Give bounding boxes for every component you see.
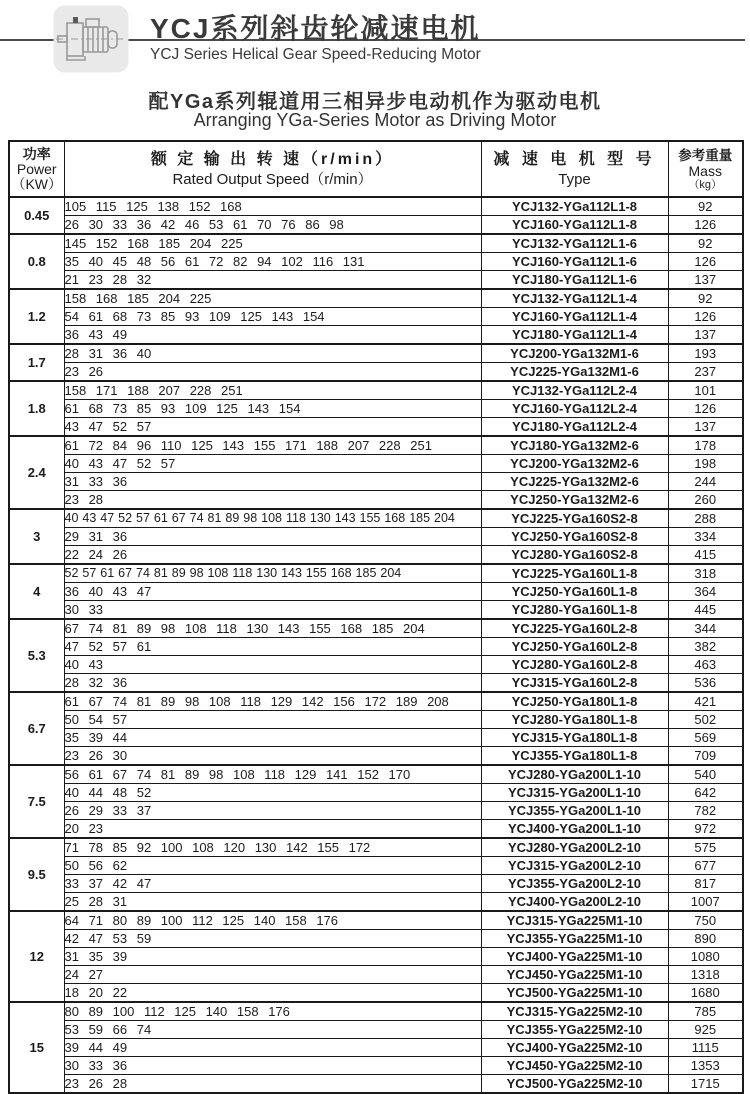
motor-type: YCJ355-YGa200L2-10 bbox=[481, 875, 668, 893]
motor-type: YCJ315-YGa200L1-10 bbox=[481, 784, 668, 802]
col-header-power-zh: 功率 bbox=[22, 146, 51, 162]
speed-values: 31 33 36 bbox=[64, 473, 481, 491]
mass-value: 890 bbox=[668, 930, 743, 948]
speed-values: 40 43 bbox=[64, 656, 481, 674]
table-row bbox=[9, 619, 743, 638]
speed-values: 23 26 bbox=[64, 363, 481, 382]
table-row bbox=[9, 326, 743, 345]
table-row bbox=[9, 948, 743, 966]
col-header-mass-unit: （kg） bbox=[688, 178, 723, 191]
motor-type: YCJ250-YGa180L1-8 bbox=[481, 692, 668, 711]
table-row bbox=[9, 911, 743, 930]
motor-type: YCJ200-YGa132M2-6 bbox=[481, 455, 668, 473]
speed-values: 50 56 62 bbox=[64, 857, 481, 875]
speed-values: 61 72 84 96 110 125 143 155 171 188 207 228 251 bbox=[64, 436, 481, 455]
motor-type: YCJ132-YGa112L1-6 bbox=[481, 234, 668, 253]
motor-type: YCJ315-YGa200L2-10 bbox=[481, 857, 668, 875]
table-row bbox=[9, 344, 743, 363]
power-value: 4 bbox=[9, 564, 64, 619]
speed-values: 158 168 185 204 225 bbox=[64, 289, 481, 308]
power-value: 5.3 bbox=[9, 619, 64, 692]
motor-type: YCJ280-YGa160L1-8 bbox=[481, 601, 668, 620]
speed-values: 40 43 47 52 57 61 67 74 81 89 98 108 118 130 143 155 168 185 204 bbox=[64, 509, 481, 528]
speed-values: 35 40 45 48 56 61 72 82 94 102 116 131 bbox=[64, 253, 481, 271]
mass-value: 137 bbox=[668, 326, 743, 345]
power-value: 3 bbox=[9, 509, 64, 564]
motor-type: YCJ225-YGa160L1-8 bbox=[481, 564, 668, 583]
mass-value: 137 bbox=[668, 271, 743, 290]
mass-value: 782 bbox=[668, 802, 743, 820]
spec-table-body bbox=[9, 197, 743, 1093]
col-header-power-en: Power bbox=[16, 161, 57, 177]
table-row bbox=[9, 656, 743, 674]
motor-type: YCJ315-YGa225M1-10 bbox=[481, 911, 668, 930]
motor-type: YCJ160-YGa112L1-8 bbox=[481, 216, 668, 235]
speed-values: 67 74 81 89 98 108 118 130 143 155 168 185 204 bbox=[64, 619, 481, 638]
mass-value: 575 bbox=[668, 838, 743, 857]
motor-type: YCJ355-YGa180L1-8 bbox=[481, 747, 668, 766]
power-value: 0.8 bbox=[9, 234, 64, 289]
table-row bbox=[9, 1021, 743, 1039]
speed-values: 64 71 80 89 100 112 125 140 158 176 bbox=[64, 911, 481, 930]
power-value: 15 bbox=[9, 1002, 64, 1093]
table-row bbox=[9, 984, 743, 1003]
mass-value: 364 bbox=[668, 583, 743, 601]
speed-values: 39 44 49 bbox=[64, 1039, 481, 1057]
speed-values: 25 28 31 bbox=[64, 893, 481, 912]
motor-type: YCJ250-YGa160L2-8 bbox=[481, 638, 668, 656]
motor-type: YCJ250-YGa132M2-6 bbox=[481, 491, 668, 510]
table-row bbox=[9, 893, 743, 912]
mass-value: 1715 bbox=[668, 1075, 743, 1094]
power-value: 9.5 bbox=[9, 838, 64, 911]
speed-values: 26 30 33 36 42 46 53 61 70 76 86 98 bbox=[64, 216, 481, 235]
mass-value: 244 bbox=[668, 473, 743, 491]
table-row bbox=[9, 1075, 743, 1094]
mass-value: 540 bbox=[668, 765, 743, 784]
mass-value: 198 bbox=[668, 455, 743, 473]
col-header-mass bbox=[668, 141, 743, 197]
motor-type: YCJ400-YGa200L2-10 bbox=[481, 893, 668, 912]
speed-values: 18 20 22 bbox=[64, 984, 481, 1003]
speed-values: 30 33 36 bbox=[64, 1057, 481, 1075]
mass-value: 785 bbox=[668, 1002, 743, 1021]
speed-values: 158 171 188 207 228 251 bbox=[64, 381, 481, 400]
page-title: YCJ系列斜齿轮减速电机 bbox=[150, 13, 481, 44]
section-heading-en: Arranging YGa-Series Motor as Driving Motor bbox=[193, 110, 557, 130]
table-row bbox=[9, 765, 743, 784]
mass-value: 260 bbox=[668, 491, 743, 510]
table-row bbox=[9, 509, 743, 528]
mass-value: 237 bbox=[668, 363, 743, 382]
motor-type: YCJ225-YGa132M2-6 bbox=[481, 473, 668, 491]
motor-type: YCJ160-YGa112L1-6 bbox=[481, 253, 668, 271]
power-value: 12 bbox=[9, 911, 64, 1002]
col-header-speed-en: Rated Output Speed（r/min） bbox=[172, 171, 373, 188]
table-row bbox=[9, 308, 743, 326]
table-row bbox=[9, 400, 743, 418]
col-header-mass-zh: 参考重量 bbox=[678, 147, 733, 163]
mass-value: 502 bbox=[668, 711, 743, 729]
mass-value: 642 bbox=[668, 784, 743, 802]
motor-type: YCJ180-YGa112L1-6 bbox=[481, 271, 668, 290]
mass-value: 925 bbox=[668, 1021, 743, 1039]
motor-type: YCJ160-YGa112L1-4 bbox=[481, 308, 668, 326]
motor-type: YCJ315-YGa225M2-10 bbox=[481, 1002, 668, 1021]
speed-values: 43 47 52 57 bbox=[64, 418, 481, 437]
speed-values: 42 47 53 59 bbox=[64, 930, 481, 948]
table-row bbox=[9, 418, 743, 437]
mass-value: 415 bbox=[668, 546, 743, 565]
speed-values: 36 43 49 bbox=[64, 326, 481, 345]
mass-value: 126 bbox=[668, 253, 743, 271]
mass-value: 318 bbox=[668, 564, 743, 583]
motor-type: YCJ132-YGa112L1-8 bbox=[481, 197, 668, 216]
mass-value: 126 bbox=[668, 308, 743, 326]
mass-value: 344 bbox=[668, 619, 743, 638]
speed-values: 20 23 bbox=[64, 820, 481, 839]
col-header-type-zh: 减 速 电 机 型 号 bbox=[493, 151, 656, 168]
table-row bbox=[9, 838, 743, 857]
mass-value: 569 bbox=[668, 729, 743, 747]
table-row bbox=[9, 729, 743, 747]
motor-type: YCJ355-YGa225M2-10 bbox=[481, 1021, 668, 1039]
motor-type: YCJ250-YGa160L1-8 bbox=[481, 583, 668, 601]
mass-value: 750 bbox=[668, 911, 743, 930]
mass-value: 1115 bbox=[668, 1039, 743, 1057]
spec-table bbox=[8, 140, 744, 1094]
table-row bbox=[9, 528, 743, 546]
mass-value: 288 bbox=[668, 509, 743, 528]
power-value: 1.7 bbox=[9, 344, 64, 381]
mass-value: 92 bbox=[668, 197, 743, 216]
power-value: 1.8 bbox=[9, 381, 64, 436]
motor-type: YCJ280-YGa200L2-10 bbox=[481, 838, 668, 857]
speed-values: 35 39 44 bbox=[64, 729, 481, 747]
speed-values: 105 115 125 138 152 168 bbox=[64, 197, 481, 216]
motor-type: YCJ400-YGa225M2-10 bbox=[481, 1039, 668, 1057]
speed-values: 31 35 39 bbox=[64, 948, 481, 966]
table-row bbox=[9, 692, 743, 711]
speed-values: 22 24 26 bbox=[64, 546, 481, 565]
motor-type: YCJ315-YGa160L2-8 bbox=[481, 674, 668, 693]
mass-value: 92 bbox=[668, 289, 743, 308]
motor-type: YCJ400-YGa225M1-10 bbox=[481, 948, 668, 966]
motor-type: YCJ280-YGa180L1-8 bbox=[481, 711, 668, 729]
power-value: 7.5 bbox=[9, 765, 64, 838]
motor-type: YCJ355-YGa225M1-10 bbox=[481, 930, 668, 948]
motor-type: YCJ132-YGa112L1-4 bbox=[481, 289, 668, 308]
speed-values: 23 26 28 bbox=[64, 1075, 481, 1094]
mass-value: 126 bbox=[668, 216, 743, 235]
mass-value: 709 bbox=[668, 747, 743, 766]
mass-value: 677 bbox=[668, 857, 743, 875]
section-heading-zh: 配YGa系列辊道用三相异步电动机作为驱动电机 bbox=[148, 91, 602, 113]
motor-type: YCJ250-YGa160S2-8 bbox=[481, 528, 668, 546]
mass-value: 1007 bbox=[668, 893, 743, 912]
table-row bbox=[9, 234, 743, 253]
table-row bbox=[9, 1057, 743, 1075]
speed-values: 33 37 42 47 bbox=[64, 875, 481, 893]
table-row bbox=[9, 930, 743, 948]
mass-value: 334 bbox=[668, 528, 743, 546]
mass-value: 536 bbox=[668, 674, 743, 693]
motor-type: YCJ400-YGa200L1-10 bbox=[481, 820, 668, 839]
table-row bbox=[9, 583, 743, 601]
speed-values: 54 61 68 73 85 93 109 125 143 154 bbox=[64, 308, 481, 326]
speed-values: 40 44 48 52 bbox=[64, 784, 481, 802]
mass-value: 1318 bbox=[668, 966, 743, 984]
motor-type: YCJ180-YGa132M2-6 bbox=[481, 436, 668, 455]
motor-type: YCJ225-YGa160S2-8 bbox=[481, 509, 668, 528]
col-header-power-unit: （KW） bbox=[11, 176, 63, 192]
col-header-speed-zh: 额 定 输 出 转 速（r/min） bbox=[150, 151, 395, 168]
speed-values: 80 89 100 112 125 140 158 176 bbox=[64, 1002, 481, 1021]
table-row bbox=[9, 253, 743, 271]
mass-value: 382 bbox=[668, 638, 743, 656]
mass-value: 92 bbox=[668, 234, 743, 253]
mass-value: 137 bbox=[668, 418, 743, 437]
table-row bbox=[9, 747, 743, 766]
motor-type: YCJ225-YGa132M1-6 bbox=[481, 363, 668, 382]
table-row bbox=[9, 966, 743, 984]
col-header-speed bbox=[64, 141, 481, 197]
table-row bbox=[9, 216, 743, 235]
speed-values: 30 33 bbox=[64, 601, 481, 620]
mass-value: 193 bbox=[668, 344, 743, 363]
mass-value: 463 bbox=[668, 656, 743, 674]
mass-value: 972 bbox=[668, 820, 743, 839]
motor-type: YCJ500-YGa225M2-10 bbox=[481, 1075, 668, 1094]
table-row bbox=[9, 784, 743, 802]
motor-type: YCJ180-YGa112L1-4 bbox=[481, 326, 668, 345]
table-row bbox=[9, 473, 743, 491]
mass-value: 421 bbox=[668, 692, 743, 711]
motor-type: YCJ315-YGa180L1-8 bbox=[481, 729, 668, 747]
speed-values: 53 59 66 74 bbox=[64, 1021, 481, 1039]
motor-type: YCJ450-YGa225M2-10 bbox=[481, 1057, 668, 1075]
table-row bbox=[9, 711, 743, 729]
motor-type: YCJ225-YGa160L2-8 bbox=[481, 619, 668, 638]
speed-values: 26 29 33 37 bbox=[64, 802, 481, 820]
table-row bbox=[9, 455, 743, 473]
table-row bbox=[9, 674, 743, 693]
mass-value: 178 bbox=[668, 436, 743, 455]
motor-type: YCJ280-YGa200L1-10 bbox=[481, 765, 668, 784]
speed-values: 23 26 30 bbox=[64, 747, 481, 766]
power-value: 1.2 bbox=[9, 289, 64, 344]
speed-values: 61 68 73 85 93 109 125 143 154 bbox=[64, 400, 481, 418]
col-header-power bbox=[9, 141, 64, 197]
speed-values: 50 54 57 bbox=[64, 711, 481, 729]
table-row bbox=[9, 564, 743, 583]
power-value: 0.45 bbox=[9, 197, 64, 234]
table-row bbox=[9, 1002, 743, 1021]
motor-type: YCJ200-YGa132M1-6 bbox=[481, 344, 668, 363]
brand-logo bbox=[53, 5, 129, 73]
table-row bbox=[9, 820, 743, 839]
table-row bbox=[9, 381, 743, 400]
col-header-mass-en: Mass bbox=[688, 162, 722, 179]
page-subtitle: YCJ Series Helical Gear Speed-Reducing Motor bbox=[150, 46, 481, 63]
motor-type: YCJ355-YGa200L1-10 bbox=[481, 802, 668, 820]
speed-values: 36 40 43 47 bbox=[64, 583, 481, 601]
col-header-type bbox=[481, 141, 668, 197]
speed-values: 47 52 57 61 bbox=[64, 638, 481, 656]
mass-value: 817 bbox=[668, 875, 743, 893]
speed-values: 28 32 36 bbox=[64, 674, 481, 693]
mass-value: 126 bbox=[668, 400, 743, 418]
table-row bbox=[9, 197, 743, 216]
mass-value: 445 bbox=[668, 601, 743, 620]
speed-values: 23 28 bbox=[64, 491, 481, 510]
mass-value: 1353 bbox=[668, 1057, 743, 1075]
motor-type: YCJ132-YGa112L2-4 bbox=[481, 381, 668, 400]
speed-values: 56 61 67 74 81 89 98 108 118 129 141 152 170 bbox=[64, 765, 481, 784]
motor-type: YCJ160-YGa112L2-4 bbox=[481, 400, 668, 418]
power-value: 6.7 bbox=[9, 692, 64, 765]
table-row bbox=[9, 436, 743, 455]
speed-values: 71 78 85 92 100 108 120 130 142 155 172 bbox=[64, 838, 481, 857]
table-row bbox=[9, 857, 743, 875]
speed-values: 61 67 74 81 89 98 108 118 129 142 156 172 189 208 bbox=[64, 692, 481, 711]
speed-values: 24 27 bbox=[64, 966, 481, 984]
speed-values: 28 31 36 40 bbox=[64, 344, 481, 363]
speed-values: 52 57 61 67 74 81 89 98 108 118 130 143 155 168 185 204 bbox=[64, 564, 481, 583]
speed-values: 29 31 36 bbox=[64, 528, 481, 546]
table-header-row bbox=[9, 141, 743, 197]
power-value: 2.4 bbox=[9, 436, 64, 509]
col-header-type-en: Type bbox=[558, 171, 591, 188]
table-row bbox=[9, 363, 743, 382]
motor-type: YCJ450-YGa225M1-10 bbox=[481, 966, 668, 984]
table-row bbox=[9, 289, 743, 308]
gear-motor-icon bbox=[53, 60, 129, 77]
table-row bbox=[9, 638, 743, 656]
table-row bbox=[9, 802, 743, 820]
speed-values: 40 43 47 52 57 bbox=[64, 455, 481, 473]
mass-value: 1680 bbox=[668, 984, 743, 1003]
speed-values: 21 23 28 32 bbox=[64, 271, 481, 290]
motor-type: YCJ500-YGa225M1-10 bbox=[481, 984, 668, 1003]
motor-type: YCJ280-YGa160L2-8 bbox=[481, 656, 668, 674]
table-row bbox=[9, 875, 743, 893]
table-row bbox=[9, 1039, 743, 1057]
motor-type: YCJ280-YGa160S2-8 bbox=[481, 546, 668, 565]
mass-value: 1080 bbox=[668, 948, 743, 966]
table-row bbox=[9, 601, 743, 620]
table-row bbox=[9, 491, 743, 510]
speed-values: 145 152 168 185 204 225 bbox=[64, 234, 481, 253]
table-row bbox=[9, 271, 743, 290]
motor-type: YCJ180-YGa112L2-4 bbox=[481, 418, 668, 437]
mass-value: 101 bbox=[668, 381, 743, 400]
table-row bbox=[9, 546, 743, 565]
